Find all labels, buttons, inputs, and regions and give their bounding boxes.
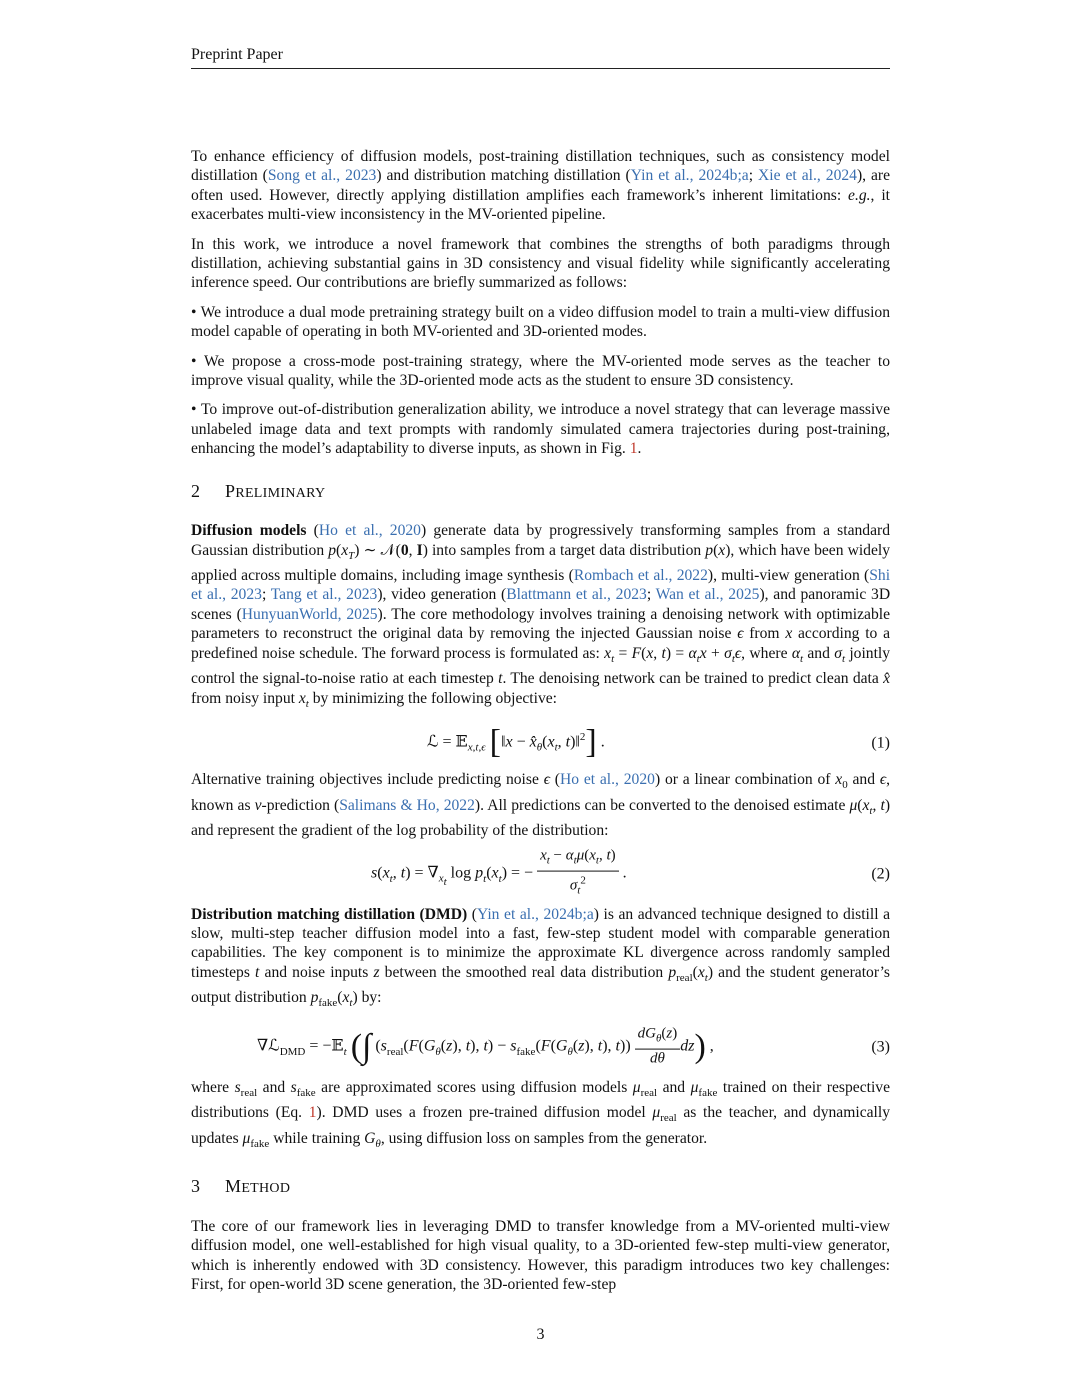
alternative-objectives-paragraph: Alternative training objectives include predicting noise ϵ (Ho et al., 2020) or a linear combination of $x_0$ and ϵ, known as v-prediction (Salimans & Ho, 2022). All predictions can be converted to the denoised estimate $\mu(x_t$, t) and represent the gradient of the log probability of the distribution: xyxy=(191,771,891,840)
contribution-bullet-3: • To improve out-of-distribution generalization ability, we introduce a novel strategy that can leverage massive unlabeled image data and text prompts with randomly simulated camera trajectories during post-training, enhancing the model’s adaptability to diverse inputs, as shown in Fig. 1. xyxy=(191,400,890,458)
running-header: Preprint Paper xyxy=(191,46,283,63)
citation-ho-2[interactable]: Ho et al., 2020 xyxy=(559,771,655,789)
dmd-where-paragraph: where $s_{real}$ and $s_{fake}$ are approximated scores using diffusion models $\mu_{real}$ and $\mu_{fake}$ trained on their respective distributions (Eq. 1). DMD uses a frozen pre-trained diffusion model $\mu_{real}$ as the teacher, and dynamically updates $\mu_{fake}$ while training $G_\theta$, using diffusion loss on samples from the generator. xyxy=(191,1078,891,1150)
citation-shi[interactable]: Shi et al., 2023 xyxy=(191,567,891,604)
equation-number-3: (3) xyxy=(871,1038,890,1056)
diffusion-models-paragraph: Diffusion models (Ho et al., 2020) generate data by progressively transforming samples from a standard Gaussian distribution $p(x_T)$ ∼ 𝒩(0, I) into samples from a target data distribution p(x), which have been widely applied across multiple domains, including image synthesis (Rombach et al., 2022), multi-view generation (Shi et al., 2023; Tang et al., 2023), video generation (Blattmann et al., 2023; Wan et al., 2025), and panoramic 3D scenes (HunyuanWorld, 2025). The core methodology involves training a denoising network with optimizable parameters to reconstruct the original data by removing the injected Gaussian noise ϵ from x according to a predefined noise schedule. The forward process is formulated as: $x_t = F(x$, $t) = \alpha_tx + \sigma_t\epsilon$, where $\alpha_t$ and $\sigma_t$ jointly control the signal-to-noise ratio at each timestep t. The denoising network can be trained to predict clean data x̂ from noisy input $x_t$ by minimizing the following objective: xyxy=(191,522,891,710)
citation-yin-2[interactable]: Yin et al., 2024b;a xyxy=(476,905,594,923)
intro-paragraph-efficiency: To enhance efficiency of diffusion models, post-training distillation techniques, such as consistency model distillation (Song et al., 2023) and distribution matching distillation (Yin et al., 2024b;a; Xie et al., 2024), are often used. However, directly applying distillation amplifies each framework’s inherent limitations: e.g., it exacerbates multi-view inconsistency in the MV-oriented pipeline. xyxy=(191,148,891,224)
equation-1 xyxy=(191,724,890,762)
header-rule xyxy=(191,68,890,69)
equation-3 xyxy=(191,1024,890,1070)
paper-body xyxy=(191,147,890,1304)
equation-number-2: (2) xyxy=(871,864,890,882)
method-paragraph: The core of our framework lies in leveraging DMD to transfer knowledge from a MV-oriented multi-view diffusion model, one well-established for high visual quality, to a 3D-oriented few-step multi-view generator, which is inherently endowed with 3D consistency. However, this paradigm introduces two key challenges: First, for open-world 3D scene generation, the 3D-oriented few-step xyxy=(191,1217,890,1293)
equation-number-1: (1) xyxy=(871,734,890,752)
citation-tang[interactable]: Tang et al., 2023 xyxy=(270,586,378,604)
section-heading-method: 3 METHOD xyxy=(191,1176,291,1197)
dmd-paragraph: Distribution matching distillation (DMD) (Yin et al., 2024b;a) is an advanced technique designed to distill a slow, multi-step teacher diffusion model into a fast, few-step student model with comparable generation capabilities. The key component is to minimize the approximate KL divergence across randomly sampled timesteps t and noise inputs z between the smoothed real data distribution $p_{real}(x_t)$ and the student generator’s output distribution $p_{fake}(x_t)$ by: xyxy=(191,905,891,1010)
equation-ref-1[interactable]: 1 xyxy=(308,1104,317,1122)
equation-1-body: ℒ = 𝔼$_{x,t,\epsilon}$ [‖x − $x̂_\theta(x_t$, t)‖$^2$] . xyxy=(427,723,605,761)
citation-xie[interactable]: Xie et al., 2024 xyxy=(758,167,857,185)
citation-wan[interactable]: Wan et al., 2025 xyxy=(655,586,760,604)
citation-song[interactable]: Song et al., 2023 xyxy=(267,167,377,185)
citation-hunyuanworld[interactable]: HunyuanWorld, 2025 xyxy=(241,605,378,623)
citation-blattmann[interactable]: Blattmann et al., 2023 xyxy=(506,586,647,604)
contribution-bullet-1: • We introduce a dual mode pretraining strategy built on a video diffusion model to train a multi-view diffusion model capable of operating in both MV-oriented and 3D-oriented modes. xyxy=(191,303,890,342)
citation-salimans[interactable]: Salimans & Ho, 2022 xyxy=(339,796,475,814)
equation-2-body: $s(x_t$, $t) = \nabla_{x_t}$ $\log p_t(x_t)$ = − $\frac{x_t - \alpha_t\mu(x_t, t)}{\sigma_t^2}$ . xyxy=(371,847,627,897)
page-number: 3 xyxy=(536,1326,545,1343)
intro-paragraph-contributions: In this work, we introduce a novel framework that combines the strengths of both paradigms through distillation, achieving substantial gains in 3D consistency and visual fidelity while significantly accelerating inference speed. Our contributions are briefly summarized as follows: xyxy=(191,235,890,292)
figure-ref-1[interactable]: 1 xyxy=(629,440,638,458)
citation-rombach[interactable]: Rombach et al., 2022 xyxy=(573,567,708,585)
section-heading-preliminary: 2 PRELIMINARY xyxy=(191,480,326,501)
contribution-bullet-2: • We propose a cross-mode post-training strategy, where the MV-oriented mode serves as the teacher to improve visual quality, while the 3D-oriented mode acts as the student to ensure 3D consistency. xyxy=(191,352,890,391)
citation-ho[interactable]: Ho et al., 2020 xyxy=(318,522,421,540)
equation-2 xyxy=(191,847,890,897)
equation-3-body: ∇ℒ$_{DMD}$ = −𝔼$_t$ (∫ ($s_{real}(F(G_\theta(z)$, t), $t) - s_{fake}(F(G_\theta(z)$, t), t)) $\frac{dG_\theta(z)}{d\theta}$ dz) , xyxy=(257,1025,714,1067)
citation-yin[interactable]: Yin et al., 2024b;a xyxy=(630,167,749,185)
